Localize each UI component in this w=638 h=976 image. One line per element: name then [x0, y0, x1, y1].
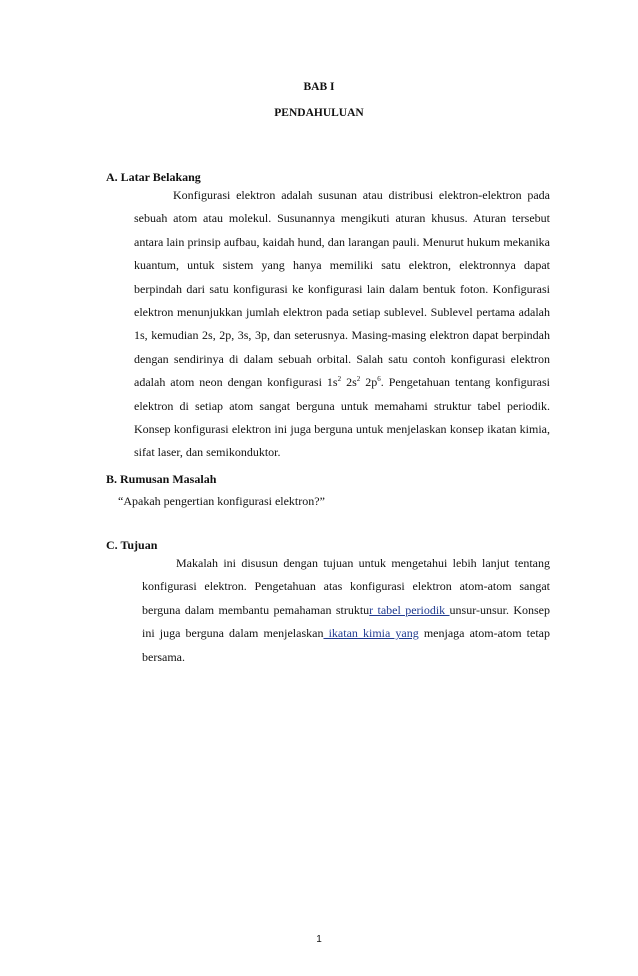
- section-a-text-1: Konfigurasi elektron adalah susunan atau distribusi elektron-elektron pada sebuah atom atau molekul. Susunannya mengikuti aturan khusus. Aturan tersebut antara lain prinsip aufbau, kaidah hund, dan larangan pauli. Menurut hukum mekanika kuantum, untuk sistem yang hanya memiliki satu elektron, elektronnya dapat berpindah dari satu konfigurasi ke konfigurasi lain dalam bentuk foton. Konfigurasi elektron menunjukkan jumlah elektron pada setiap sublevel. Sublevel pertama adalah 1s, kemudian 2s, 2p, 3s, 3p, dan seterusnya. Masing-masing elektron dapat berpindah dengan sendirinya di dalam sebuah orbital. Salah satu contoh konfigurasi elektron adalah atom neon dengan konfigurasi: [134, 188, 550, 390]
- section-c-text-3: menjaga atom-atom tetap bersama.: [142, 626, 551, 664]
- link-ikatan-kimia[interactable]: ikatan kimia yang: [323, 626, 419, 641]
- chapter-label: BAB I: [303, 81, 335, 93]
- section-a-heading: A. Latar Belakang: [106, 170, 201, 184]
- section-c-paragraph: [142, 552, 550, 669]
- neon-config: $1s^2$ $2s^2$ $2p^6$: [326, 375, 381, 390]
- page-number: 1: [316, 934, 322, 945]
- section-a-paragraph: [134, 184, 550, 465]
- section-a-text-2: . Pengetahuan tentang konfigurasi elektron di setiap atom sangat berguna untuk memahami struktur tabel periodik. Konsep konfigurasi elektron ini juga berguna untuk menjelaskan konsep ikatan kimia, sifat laser, dan semikonduktor.: [134, 375, 551, 460]
- problem-statement: “Apakah pengertian konfigurasi elektron?”: [118, 494, 325, 508]
- section-b-heading: B. Rumusan Masalah: [106, 472, 217, 486]
- section-c-text-2: unsur-unsur. Konsep ini juga berguna dalam menjelaskan: [142, 602, 550, 641]
- link-tabel-periodik[interactable]: r tabel periodik: [369, 602, 450, 617]
- section-c-heading: C. Tujuan: [106, 538, 158, 552]
- chapter-title: PENDAHULUAN: [274, 107, 364, 119]
- section-c-text-1: Makalah ini disusun dengan tujuan untuk mengetahui lebih lanjut tentang konfigurasi elektron. Pengetahuan atas konfigurasi elektron atom-atom sangat berguna dalam membantu pemahaman struktu: [142, 556, 550, 617]
